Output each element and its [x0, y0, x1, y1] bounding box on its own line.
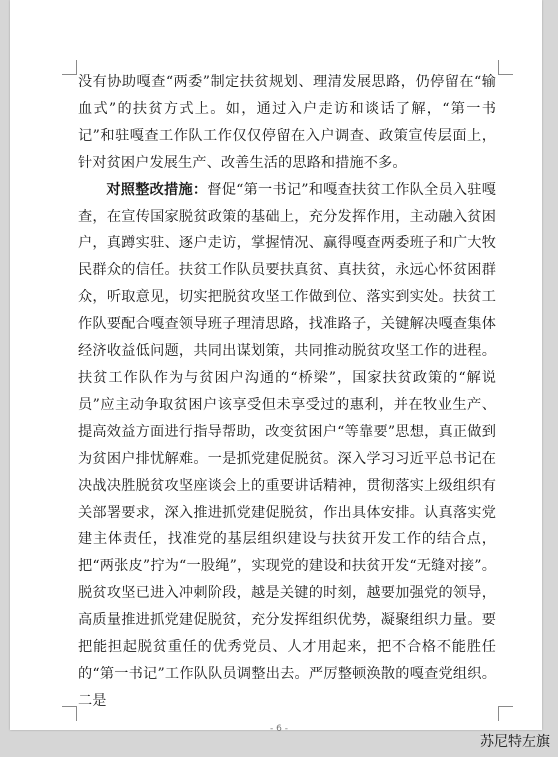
paragraph [78, 177, 496, 715]
document-body [78, 69, 496, 715]
page-corner-mark [62, 60, 77, 75]
paragraph-body: 督促“第一书记”和嘎查扶贫工作队全员入驻嘎查，在宣传国家脱贫政策的基础上，充分发挥作用，主动融入贫困户，真蹲实驻、逐户走访，掌握情况、赢得嘎查两委班子和广大牧民群众的信任。扶贫工作队员要扶真贫、真扶贫，永远心怀贫困群众，听取意见，切实把脱贫攻坚工作做到位、落实到实处。扶贫工作队要配合嘎查领导班子理清思路，找准路子，关键解决嘎查集体经济收益低问题，共同出谋划策，共同推动脱贫攻坚工作的进程。扶贫工作队作为与贫困户沟通的“桥梁”，国家扶贫政策的“解说员”应主动争取贫困户该享受但未享受过的惠利，并在牧业生产、提高效益方面进行指导帮助，改变贫困户“等靠要”思想，真正做到为贫困户排忧解难。一是抓党建促脱贫。深入学习习近平总书记在决战决胜脱贫攻坚座谈会上的重要讲话精神，贯彻落实上级组织有关部署要求，深入推进抓党建促脱贫，作出具体安排。认真落实党建主体责任，找准党的基层组织建设与扶贫开发工作的结合点，把“两张皮”拧为“一股绳”，实现党的建设和扶贫开发“无缝对接”。脱贫攻坚已进入冲刺阶段，越是关键的时刻，越要加强党的领导，高质量推进抓党建促脱贫，充分发挥组织优势，凝聚组织力量。要把能担起脱贫重任的优秀党员、人才用起来，把不合格不能胜任的“第一书记”工作队队员调整出去。严厉整顿涣散的嘎查党组织。二是 [78, 181, 497, 709]
paragraph: 没有协助嘎查“两委”制定扶贫规划、理清发展思路，仍停留在“输血式”的扶贫方式上。如，通过入户走访和谈话了解，“第一书记”和驻嘎查工作队工作仅仅停留在入户调查、政策宣传层面上，针对贫困户发展生产、改善生活的思路和措施不多。 [78, 74, 496, 171]
page-corner-mark [498, 60, 513, 75]
page-corner-mark [62, 706, 77, 721]
page-number: - 6 - [270, 724, 288, 734]
document-page [10, 0, 542, 730]
paragraph-lead: 对照整改措施： [106, 181, 208, 198]
page-corner-mark [498, 706, 513, 721]
watermark: 苏尼特左旗 [480, 734, 550, 750]
